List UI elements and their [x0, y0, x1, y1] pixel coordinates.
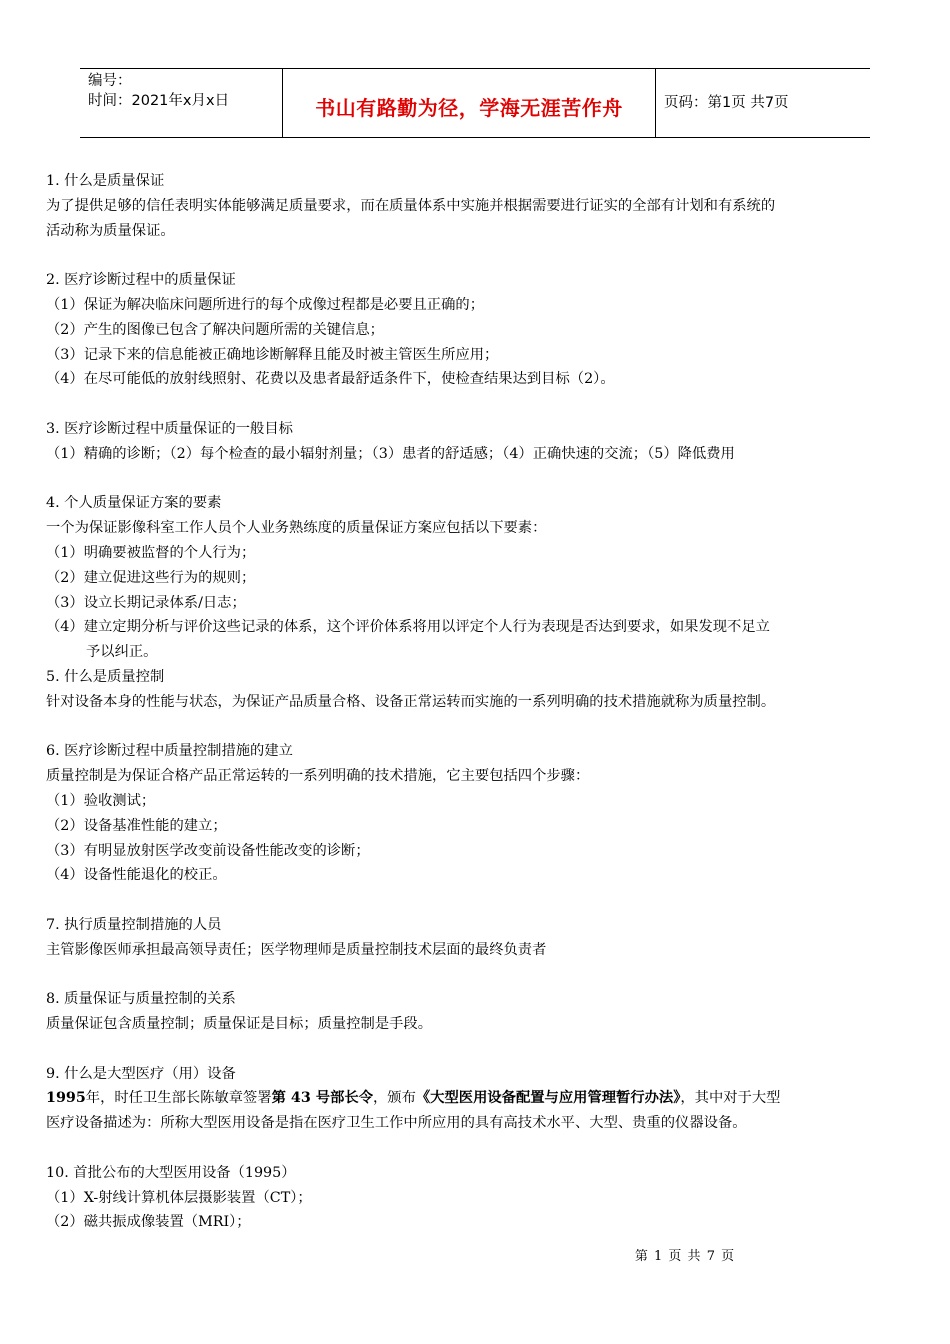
list-item: （2）设备基准性能的建立；: [46, 817, 227, 834]
header-motto: 书山有路勤为径，学海无涯苦作舟: [315, 96, 623, 120]
section-1-title: 1. 什么是质量保证: [46, 173, 165, 189]
text-run: 年，时任卫生部长陈敏章签署: [85, 1090, 272, 1107]
list-item: （4）设备性能退化的校正。: [46, 867, 227, 884]
list-item: （1）验收测试；: [46, 792, 156, 809]
list-item: （2）建立促进这些行为的规则；: [46, 569, 256, 586]
bold-year: 1995: [46, 1090, 86, 1107]
section-1-text-line: 活动称为质量保证。: [46, 222, 175, 239]
list-item: [46, 615, 912, 640]
bold-law-title: 《大型医用设备配置与应用管理暂行办法》: [415, 1090, 681, 1107]
section-4-title: 4. 个人质量保证方案的要素: [46, 495, 222, 512]
section-5-text-line: 针对设备本身的性能与状态，为保证产品质量合格、设备正常运转而实施的一系列明确的技术措施就称为质量控制。: [46, 693, 776, 710]
list-item: （3）有明显放射医学改变前设备性能改变的诊断；: [46, 842, 370, 859]
page-footer: [0, 1245, 950, 1264]
list-item: （1）保证为解决临床问题所进行的每个成像过程都是必要且正确的；: [46, 296, 484, 313]
list-item: （1）X-射线计算机体层摄影装置（CT）；: [46, 1189, 312, 1206]
blank-line: [46, 715, 912, 740]
section-4-intro: 一个为保证影像科室工作人员个人业务熟练度的质量保证方案应包括以下要素：: [46, 520, 547, 537]
section-6-intro: 质量控制是为保证合格产品正常运转的一系列明确的技术措施，它主要包括四个步骤：: [46, 768, 590, 785]
section-6-title: 6. 医疗诊断过程中质量控制措施的建立: [46, 743, 293, 760]
section-9-text-line: [46, 1086, 912, 1111]
list-item-text: 建立定期分析与评价这些记录的体系，这个评价体系将用以评定个人行为表现是否达到要求，如果发现不足立: [83, 619, 770, 636]
document-date-label: 时间：2021年x月x日: [88, 93, 230, 109]
section-9-title: 9. 什么是大型医疗（用）设备: [46, 1065, 236, 1082]
page-footer-text: 第 1 页 共 7 页: [634, 1249, 736, 1264]
list-item-continuation: 予以纠正。: [86, 644, 158, 661]
section-10-title: 10. 首批公布的大型医用设备（1995）: [46, 1164, 296, 1181]
header-info-cell: [80, 69, 283, 137]
blank-line: [46, 963, 912, 988]
document-header: [80, 68, 870, 138]
section-3-text-line: （1）精确的诊断；（2）每个检查的最小辐射剂量；（3）患者的舒适感；（4）正确快速的交流；（5）降低费用: [46, 445, 735, 462]
list-item: （3）设立长期记录体系/日志；: [46, 594, 246, 611]
section-1-text-line: 为了提供足够的信任表明实体能够满足质量要求，而在质量体系中实施并根据需要进行证实的全部有计划和有系统的: [46, 197, 776, 214]
document-body: [46, 169, 912, 1235]
blank-line: [46, 467, 912, 492]
section-7-text-line: 主管影像医师承担最高领导责任；医学物理师是质量控制技术层面的最终负责者: [46, 941, 547, 958]
header-page-label: 页码：第1页 共7页: [664, 95, 789, 111]
header-motto-cell: [283, 69, 656, 137]
text-run: ，颁布: [373, 1090, 416, 1107]
section-9-text-line: 医疗设备描述为：所称大型医用设备是指在医疗卫生工作中所应用的具有高技术水平、大型、贵重的仪器设备。: [46, 1115, 747, 1132]
section-2-title: 2. 医疗诊断过程中的质量保证: [46, 272, 236, 289]
blank-line: [46, 243, 912, 268]
list-item: （2）磁共振成像装置（MRI）；: [46, 1214, 251, 1231]
blank-line: [46, 392, 912, 417]
blank-line: [46, 1136, 912, 1161]
text-run: ，其中对于大型: [680, 1090, 781, 1107]
section-7-title: 7. 执行质量控制措施的人员: [46, 916, 222, 933]
section-8-text-line: 质量保证包含质量控制；质量保证是目标；质量控制是手段。: [46, 1016, 433, 1033]
list-item: （4）在尽可能低的放射线照射、花费以及患者最舒适条件下，使检查结果达到目标（2）。: [46, 371, 615, 388]
header-page-cell: [656, 69, 870, 137]
list-item: （3）记录下来的信息能被正确地诊断解释且能及时被主管医生所应用；: [46, 346, 499, 363]
blank-line: [46, 888, 912, 913]
blank-line: [46, 1037, 912, 1062]
list-item: （2）产生的图像已包含了解决问题所需的关键信息；: [46, 321, 384, 338]
bold-order: 第 43 号部长令: [271, 1090, 373, 1107]
section-8-title: 8. 质量保证与质量控制的关系: [46, 991, 236, 1008]
section-5-title: 5. 什么是质量控制: [46, 668, 165, 685]
section-3-title: 3. 医疗诊断过程中质量保证的一般目标: [46, 420, 293, 437]
list-item: （1）明确要被监督的个人行为；: [46, 544, 256, 561]
document-number-label: 编号：: [88, 73, 132, 89]
list-item-number: （4）: [46, 619, 84, 636]
